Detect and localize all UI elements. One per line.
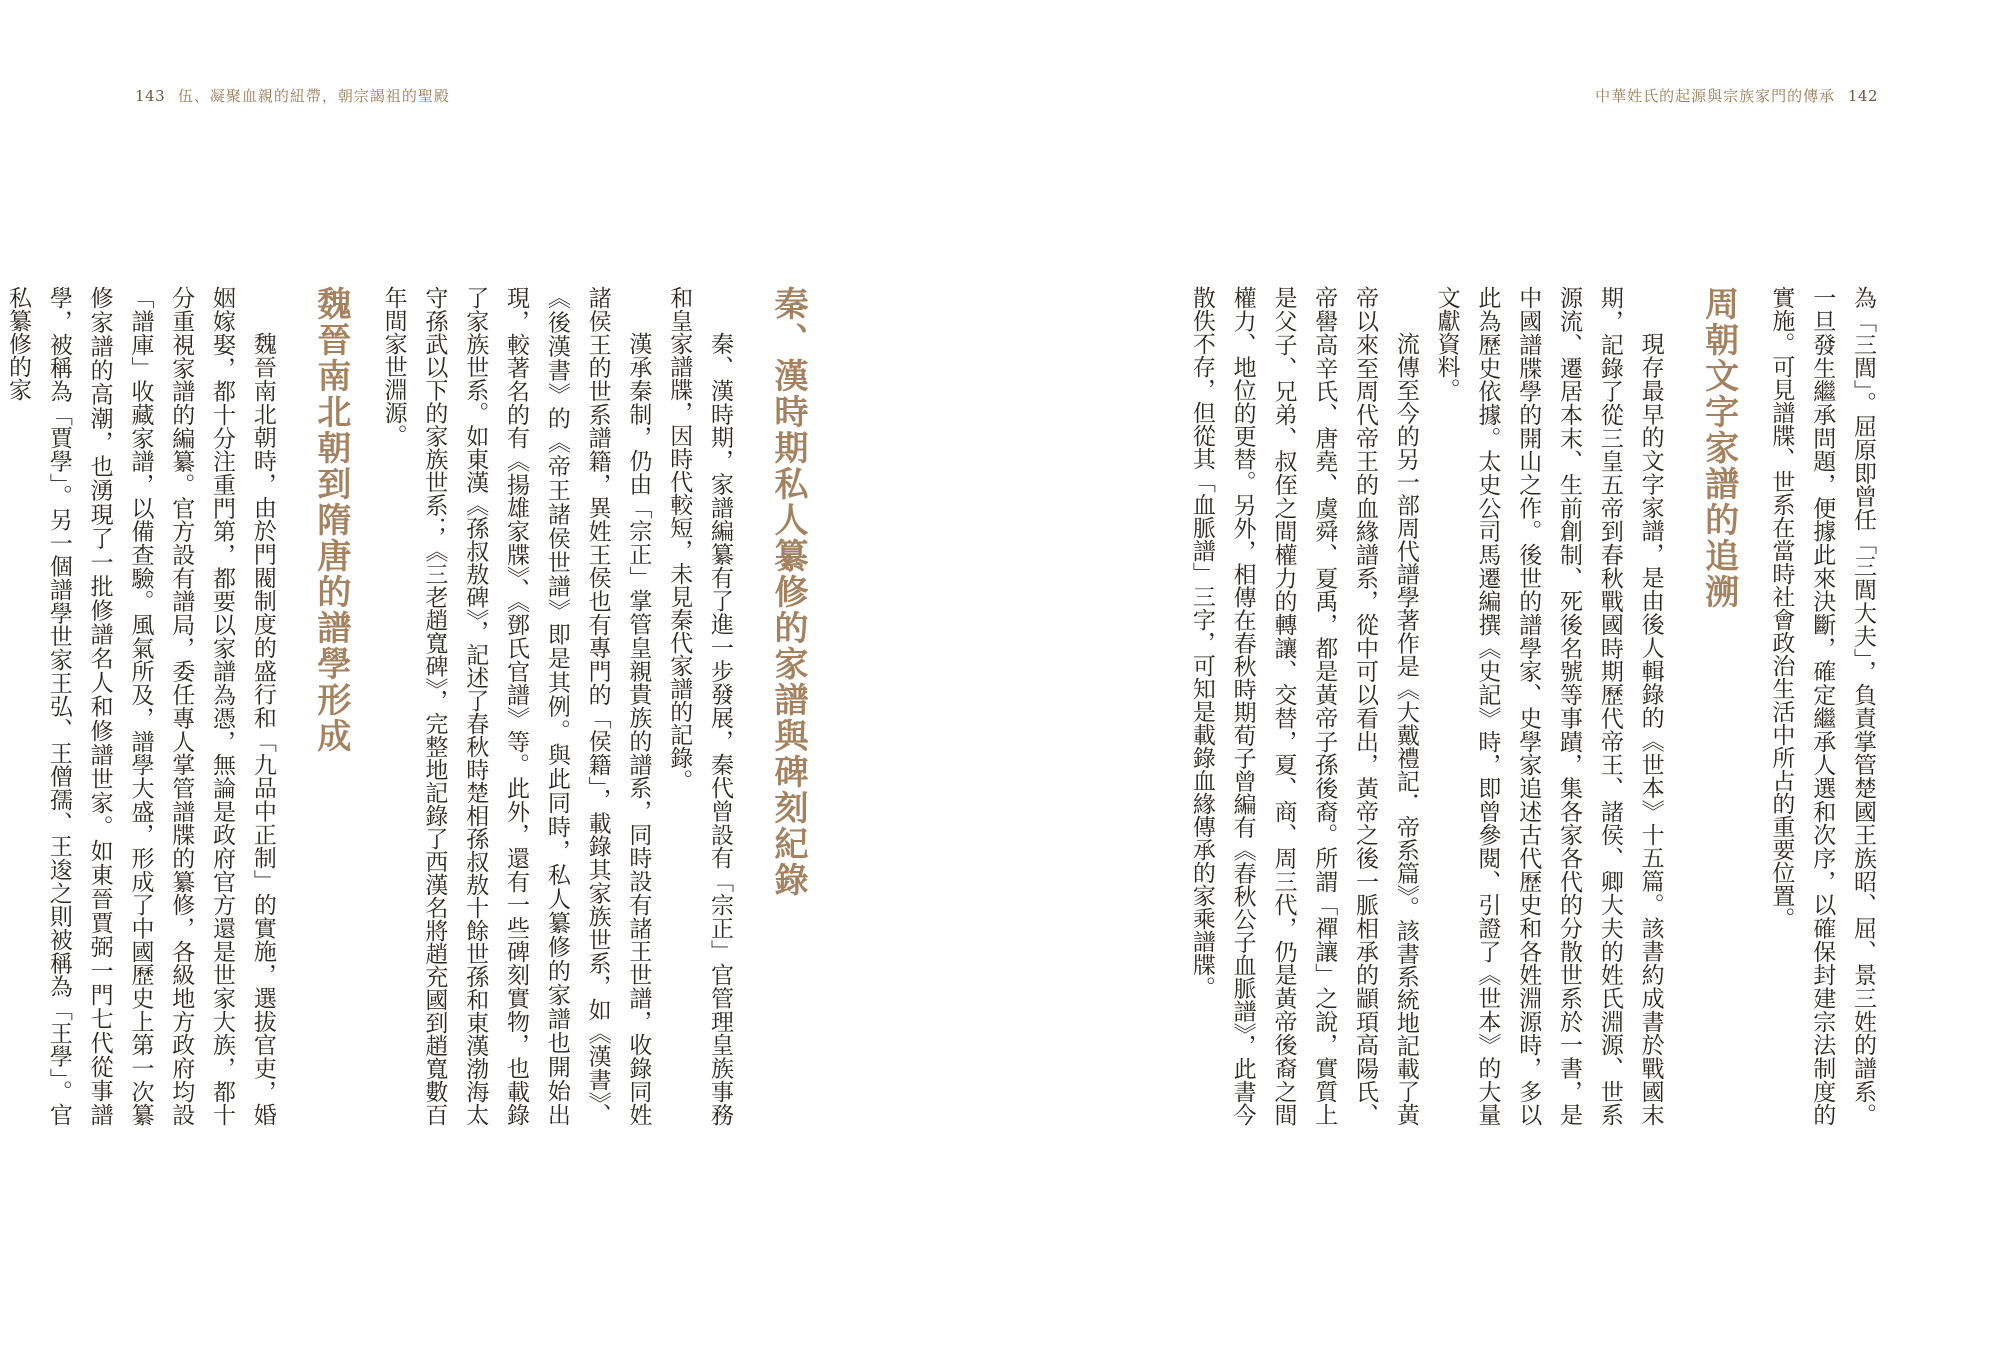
section-heading-wei-jin: 魏晉南北朝到隋唐的譜學形成 bbox=[310, 286, 351, 754]
paragraph: 魏晉南北朝時，由於門閥制度的盛行和「九品中正制」的實施，選拔官吏，婚姻嫁娶，都十分注重門第，都要以家譜為憑，無論是政府官方還是世家大族，都十分重視家譜的編纂。官方設有譜局，委任專人掌管譜牒的纂修，各級地方政府均設「譜庫」收藏家譜，以備查驗。風氣所及，譜學大盛，形成了中國歷史上第一次纂修家譜的高潮，也湧現了一批修譜名人和修譜世家。如東晉賈弼一門七代從事譜學，被稱為「賈學」。另一個譜學世家王弘、王僧孺、王逡之則被稱為「王學」。官私纂修的家 bbox=[5, 286, 276, 1126]
right-page-number: 142 bbox=[1847, 87, 1878, 105]
right-page-text bbox=[1181, 286, 1883, 1126]
section-heading-qin-han: 秦、漢時期私人纂修的家譜與碑刻紀錄 bbox=[768, 286, 808, 898]
left-page-text bbox=[0, 286, 830, 1126]
left-running-head bbox=[127, 84, 450, 108]
right-page-body bbox=[1188, 286, 1883, 1126]
right-running-title: 中華姓氏的起源與宗族家門的傳承 bbox=[1595, 87, 1836, 105]
left-page-number: 143 bbox=[135, 87, 166, 105]
paragraph: 漢承秦制，仍由「宗正」掌管皇親貴族的譜系，同時設有諸王世譜，收錄同姓諸侯王的世系譜籍，異姓王侯也有專門的「侯籍」，載錄其家族世系，如《漢書》、《後漢書》的《帝王諸侯世譜》即是其例。與此同時，私人纂修的家譜也開始出現，較著名的有《揚雄家牒》、《鄧氏官譜》等。此外，還有一些碑刻實物，也載錄了家族世系。如東漢《孫叔敖碑》，記述了春秋時楚相孫叔敖十餘世孫和東漢渤海太守孫武以下的家族世系；《三老趙寬碑》，完整地記錄了西漢名將趙充國到趙寬數百年間家世淵源。 bbox=[380, 286, 652, 1126]
left-page-body bbox=[5, 286, 830, 1126]
left-running-title: 伍、凝聚血親的紐帶，朝宗謁祖的聖殿 bbox=[177, 87, 450, 105]
paragraph: 秦、漢時期，家譜編纂有了進一步發展，秦代曾設有「宗正」官管理皇族事務和皇家譜牒，因時代較短，未見秦代家譜的記錄。 bbox=[666, 286, 733, 1126]
paragraph: 現存最早的文字家譜，是由後人輯錄的《世本》十五篇。該書約成書於戰國末期，記錄了從三皇五帝到春秋戰國時期歷代帝王、諸侯、卿大夫的姓氏淵源、世系源流、遷居本末、生前創制、死後名號等事蹟，集各家各代的分散世系於一書，是中國譜牒學的開山之作。後世的譜學家、史學家追述古代歷史和各姓淵源時，多以此為歷史依據。太史公司馬遷編撰《史記》時，即曾參閱、引證了《世本》的大量文獻資料。 bbox=[1433, 286, 1664, 1126]
paragraph: 流傳至今的另一部周代譜學著作是《大戴禮記．帝系篇》。該書系統地記載了黃帝以來至周代帝王的血緣譜系，從中可以看出，黃帝之後一脈相承的顓頊高陽氏、帝嚳高辛氏、唐堯、虞舜、夏禹，都是黃帝子孫後裔。所謂「禪讓」之說，實質上是父子、兄弟、叔侄之間權力的轉讓、交替，夏、商、周三代，仍是黃帝後裔之間權力、地位的更替。另外，相傳在春秋時期荀子曾編有《春秋公子血脈譜》，此書今散佚不存，但從其「血脈譜」三字，可知是載錄血緣傳承的家乘譜牒。 bbox=[1188, 286, 1419, 1126]
right-running-head bbox=[1595, 84, 1886, 108]
continued-paragraph: 為「三閭」。屈原即曾任「三閭大夫」，負責掌管楚國王族昭、屈、景三姓的譜系。一旦發生繼承問題，便據此來決斷，確定繼承人選和次序，以確保封建宗法制度的實施。可見譜牒、世系在當時社會政治生活中所占的重要位置。 bbox=[1768, 286, 1876, 1126]
section-heading-zhou: 周朝文字家譜的追溯 bbox=[1698, 286, 1739, 610]
